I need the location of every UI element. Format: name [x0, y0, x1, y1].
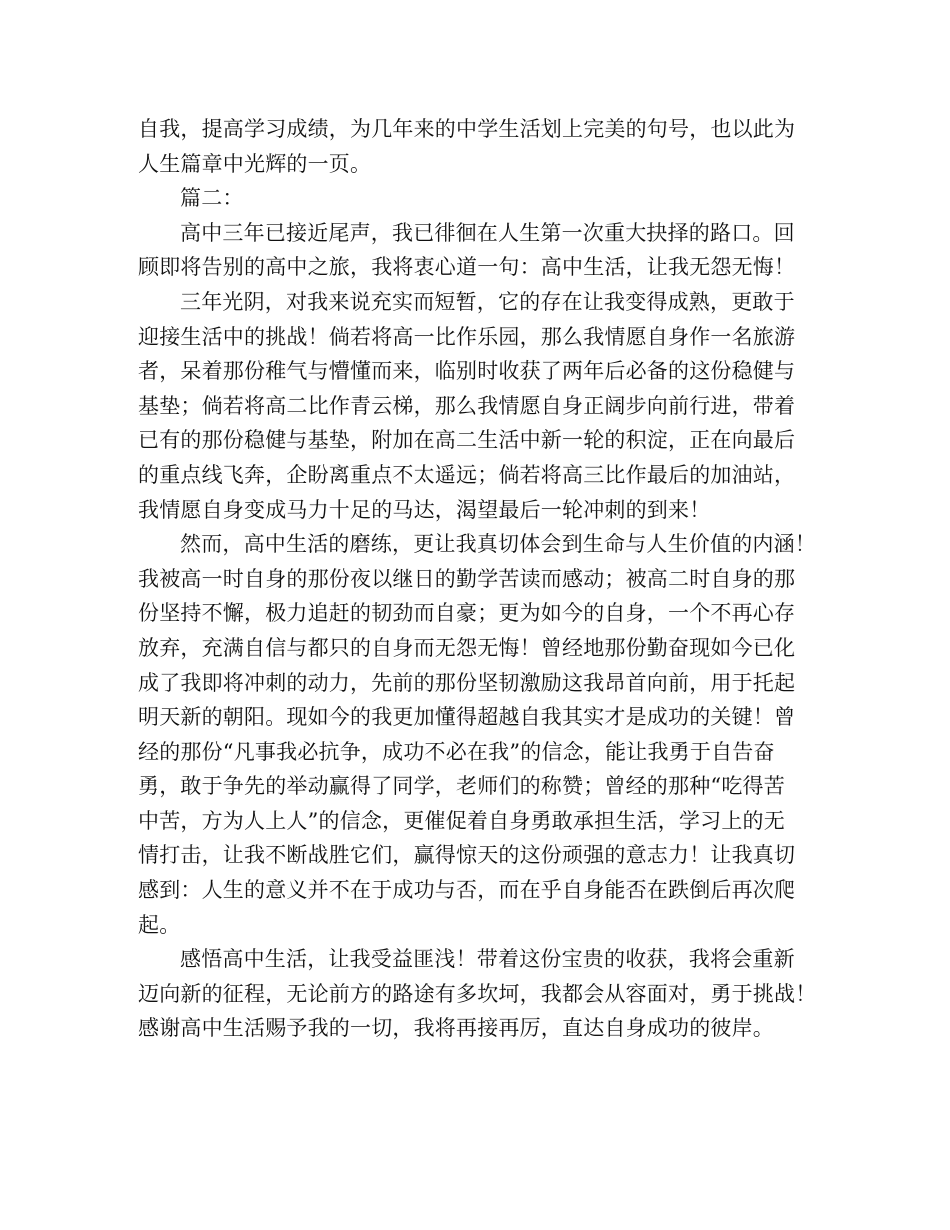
text-line: 经的那份“凡事我必抗争，成功不必在我”的信念，能让我勇于自告奋	[138, 739, 775, 764]
text-line: 起。	[138, 912, 181, 937]
text-line: 我被高一时自身的那份夜以继日的勤学苦读而感动；被高二时自身的那	[138, 566, 796, 591]
text-line: 高中三年已接近尾声，我已徘徊在人生第一次重大抉择的路口。回	[180, 220, 795, 245]
text-line: 份坚持不懈，极力追赶的韧劲而自豪；更为如今的自身，一个不再心存	[138, 601, 796, 626]
text-line: 情打击，让我不断战胜它们，赢得惊天的这份顽强的意志力！让我真切	[138, 843, 796, 868]
text-line: 迎接生活中的挑战！倘若将高一比作乐园，那么我情愿自身作一名旅游	[138, 324, 796, 349]
section-heading: 篇二：	[180, 186, 244, 211]
text-line: 迈向新的征程，无论前方的路途有多坎坷，我都会从容面对，勇于挑战！	[138, 981, 817, 1006]
text-line: 中苦，方为人上人”的信念，更催促着自身勇敢承担生活，学习上的无	[138, 808, 785, 833]
text-line: 然而，高中生活的磨练，更让我真切体会到生命与人生价值的内涵！	[180, 532, 816, 557]
text-line: 已有的那份稳健与基垫，附加在高二生活中新一轮的积淀，正在向最后	[138, 428, 796, 453]
text-line: 感谢高中生活赐予我的一切，我将再接再厉，直达自身成功的彼岸。	[138, 1016, 774, 1041]
text-line: 我情愿自身变成马力十足的马达，渴望最后一轮冲刺的到来！	[138, 497, 711, 522]
text-line: 顾即将告别的高中之旅，我将衷心道一句：高中生活，让我无怨无悔！	[138, 255, 796, 280]
text-line: 勇，敢于争先的举动赢得了同学，老师们的称赞；曾经的那种“吃得苦	[138, 774, 785, 799]
text-line: 的重点线飞奔，企盼离重点不太遥远；倘若将高三比作最后的加油站，	[138, 462, 796, 487]
text-line: 自我，提高学习成绩，为几年来的中学生活划上完美的句号，也以此为	[138, 117, 796, 141]
text-line: 感到：人生的意义并不在于成功与否，而在乎自身能否在跌倒后再次爬	[138, 878, 796, 903]
text-line: 成了我即将冲刺的动力，先前的那份坚韧激励这我昂首向前，用于托起	[138, 670, 796, 695]
text-line: 感悟高中生活，让我受益匪浅！带着这份宝贵的收获，我将会重新	[180, 947, 795, 972]
text-line: 放弃，充满自信与都只的自身而无怨无悔！曾经地那份勤奋现如今已化	[138, 635, 796, 660]
text-line: 三年光阴，对我来说充实而短暂，它的存在让我变得成熟，更敢于	[180, 289, 795, 314]
text-line: 基垫；倘若将高二比作青云梯，那么我情愿自身正阔步向前行进，带着	[138, 393, 796, 418]
document-body	[138, 112, 818, 1046]
text-line: 人生篇章中光辉的一页。	[138, 151, 372, 176]
text-line: 明天新的朝阳。现如今的我更加懂得超越自我其实才是成功的关键！曾	[138, 705, 796, 730]
text-line: 者，呆着那份稚气与懵懂而来，临别时收获了两年后必备的这份稳健与	[138, 359, 796, 384]
